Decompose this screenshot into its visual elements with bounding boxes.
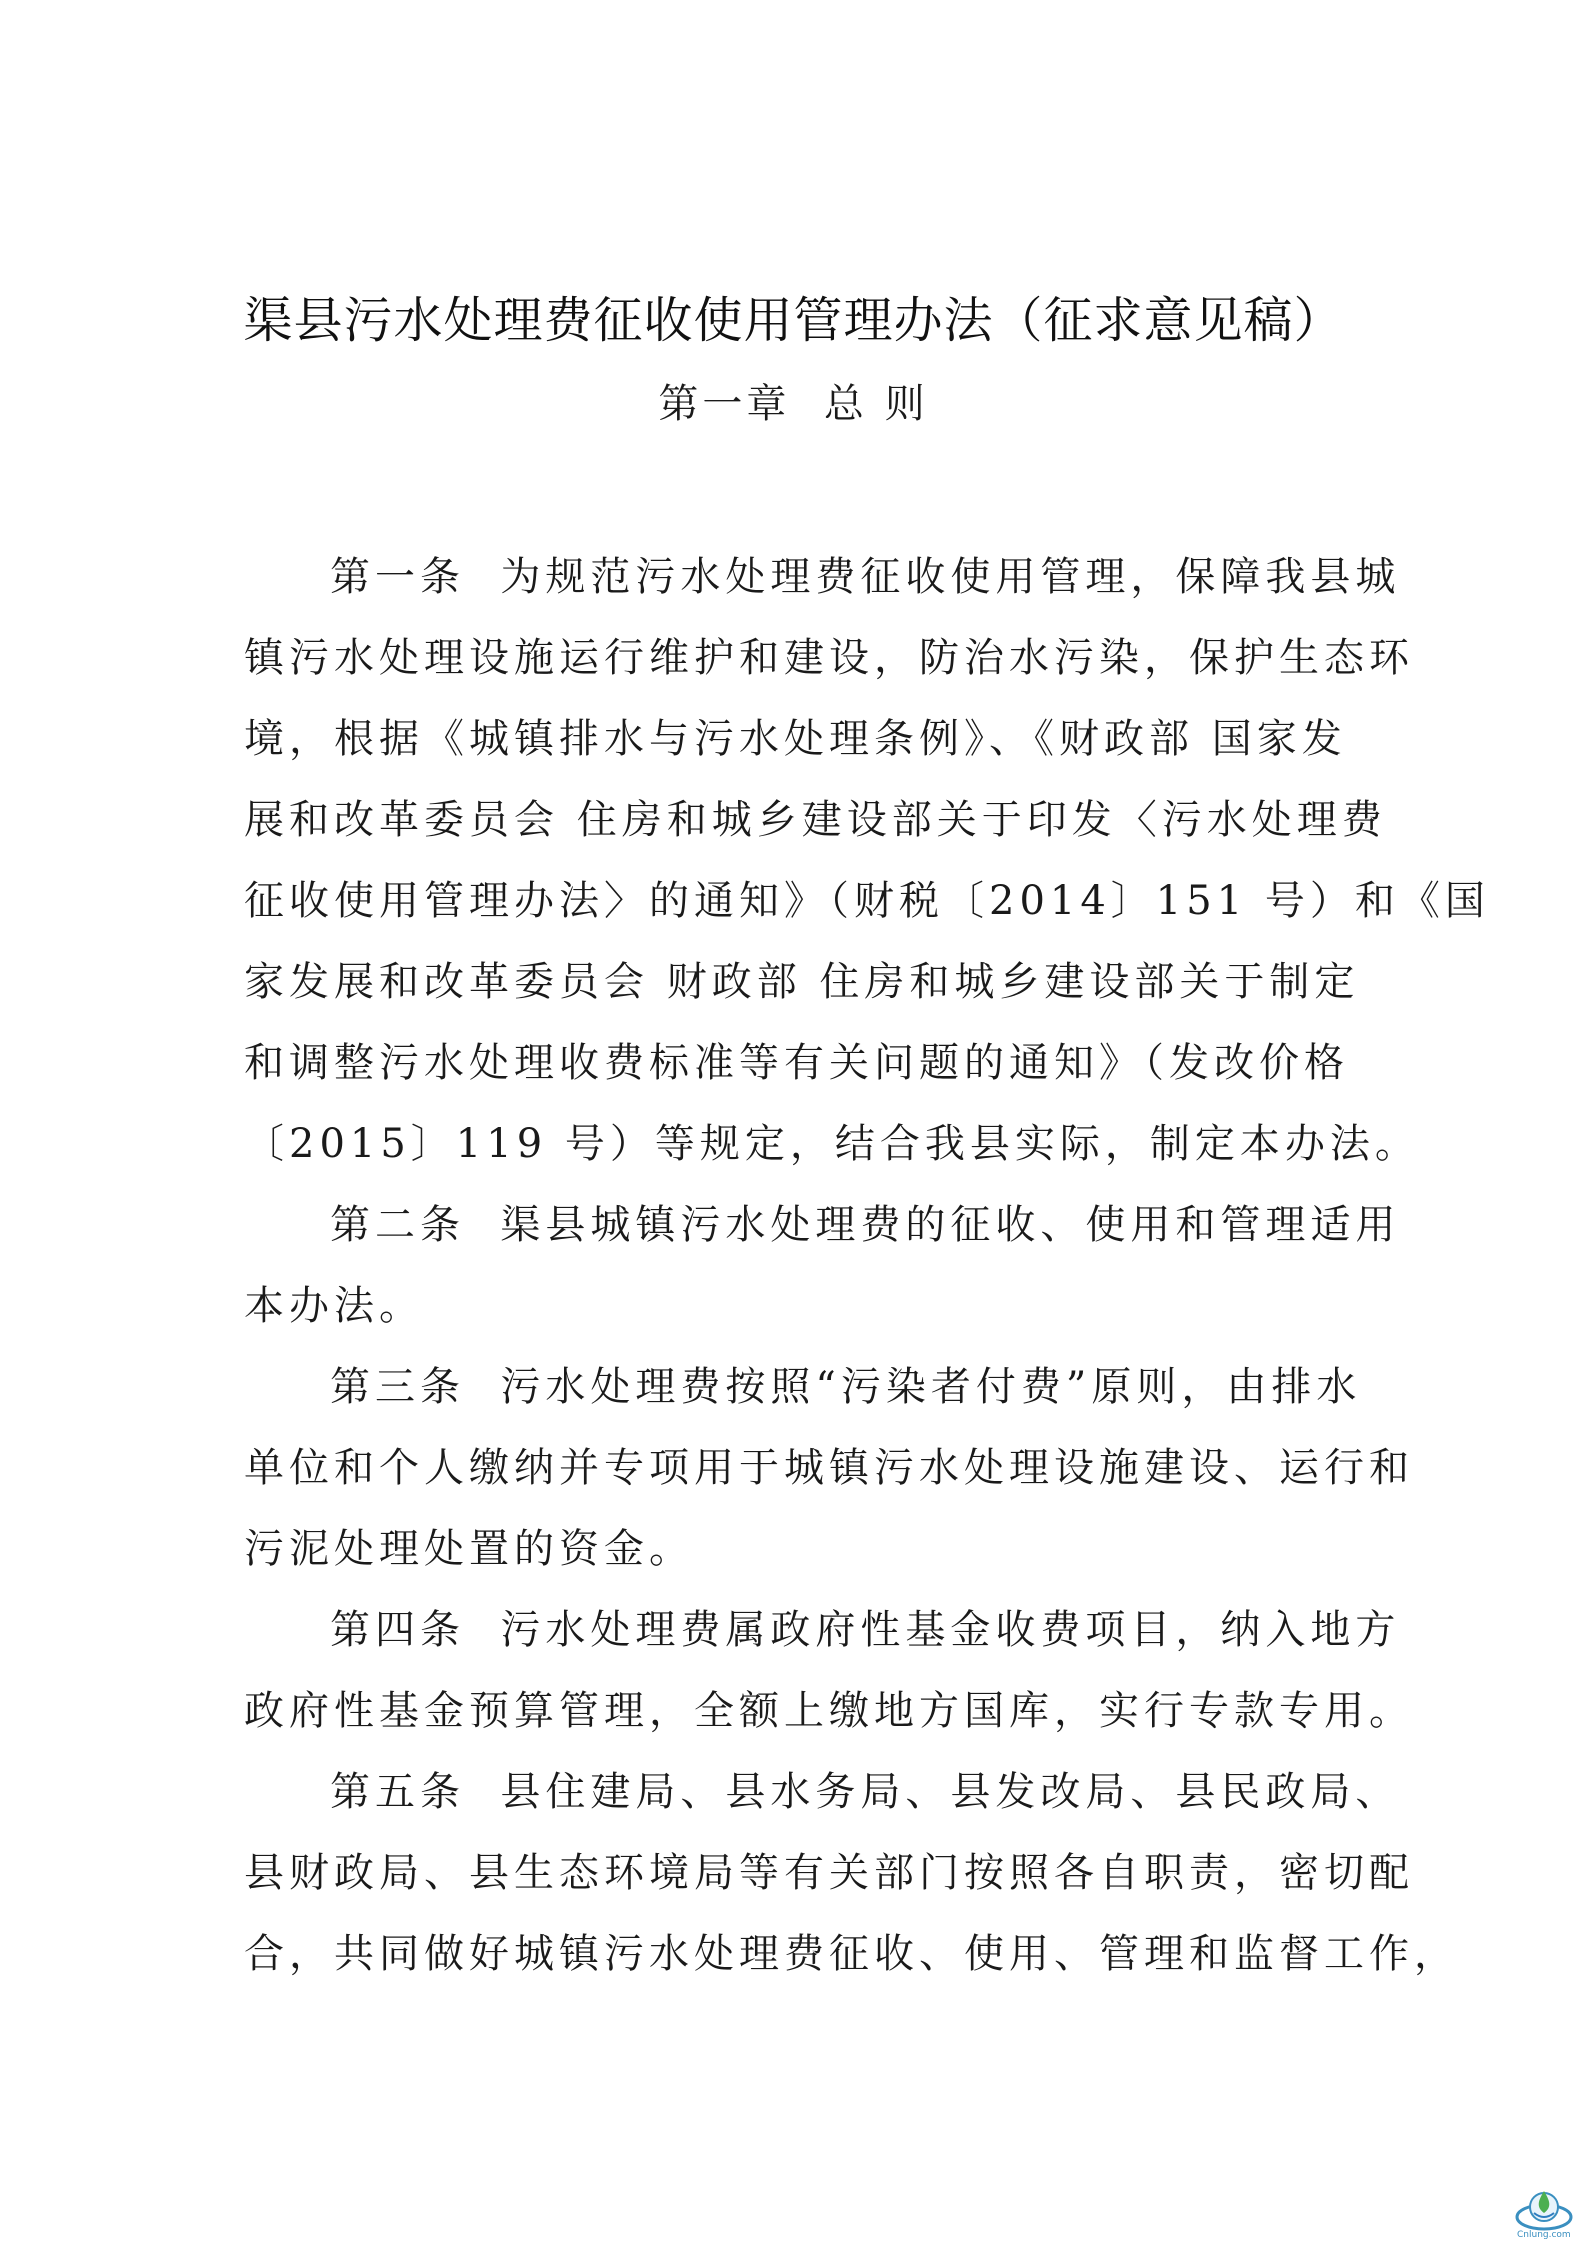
body-line: 境，根据《城镇排水与污水处理条例》、《财政部 国家发 <box>244 716 1347 762</box>
body-line: 第四条 污水处理费属政府性基金收费项目，纳入地方 <box>330 1607 1401 1653</box>
body-line: 第一条 为规范污水处理费征收使用管理，保障我县城 <box>330 554 1401 600</box>
body-line: 第三条 污水处理费按照“污染者付费”原则，由排水 <box>330 1364 1362 1410</box>
body-line: 展和改革委员会 住房和城乡建设部关于印发〈污水处理费 <box>244 797 1387 843</box>
body-line: 家发展和改革委员会 财政部 住房和城乡建设部关于制定 <box>244 959 1360 1005</box>
body-line: 征收使用管理办法〉的通知》（财税〔2014〕151 号）和《国 <box>244 878 1490 924</box>
body-line: 第二条 渠县城镇污水处理费的征收、使用和管理适用 <box>330 1202 1401 1248</box>
body-line: 和调整污水处理收费标准等有关问题的通知》（发改价格 <box>244 1040 1349 1086</box>
body-line: 合，共同做好城镇污水处理费征收、使用、管理和监督工作， <box>244 1931 1459 1977</box>
water-drop-globe-icon <box>1514 2183 1574 2235</box>
watermark-text: Cnlung.com <box>1517 2230 1571 2240</box>
chapter-heading: 第一章 总 则 <box>658 381 929 427</box>
body-line: 〔2015〕119 号）等规定，结合我县实际，制定本办法。 <box>244 1121 1420 1167</box>
body-line: 镇污水处理设施运行维护和建设，防治水污染，保护生态环 <box>244 635 1414 681</box>
body-line: 政府性基金预算管理，全额上缴地方国库，实行专款专用。 <box>244 1688 1414 1734</box>
body-line: 本办法。 <box>244 1283 424 1329</box>
body-line: 污泥处理处置的资金。 <box>244 1526 694 1572</box>
body-line: 第五条 县住建局、县水务局、县发改局、县民政局、 <box>330 1769 1401 1815</box>
body-line: 单位和个人缴纳并专项用于城镇污水处理设施建设、运行和 <box>244 1445 1414 1491</box>
body-line: 县财政局、县生态环境局等有关部门按照各自职责，密切配 <box>244 1850 1414 1896</box>
document-title: 渠县污水处理费征收使用管理办法（征求意见稿） <box>243 292 1344 349</box>
